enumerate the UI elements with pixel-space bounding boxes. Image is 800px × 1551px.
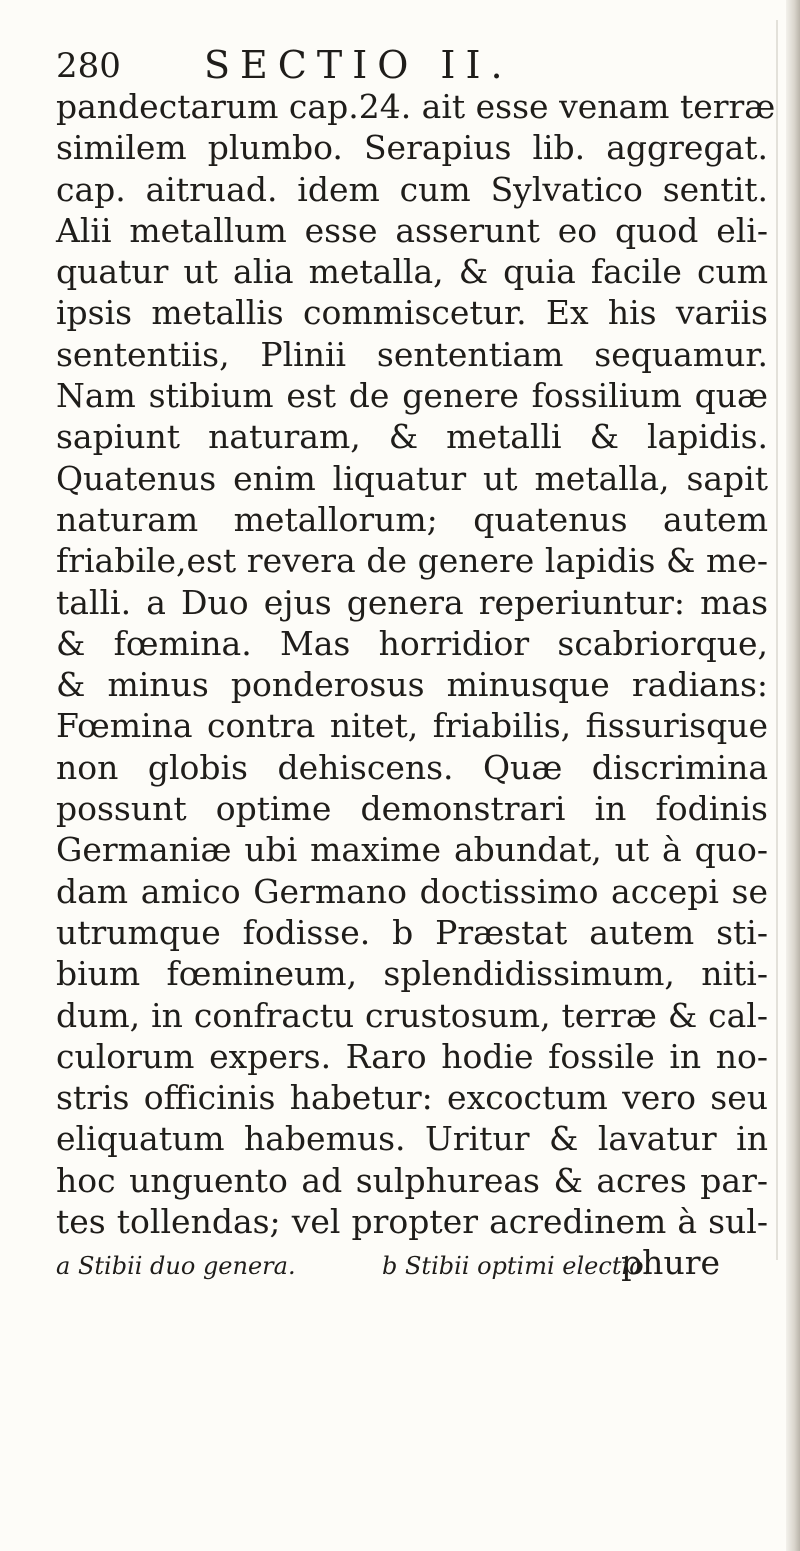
text-line: dam amico Germano doctissimo accepi se [56, 871, 768, 911]
text-line: Alii metallum esse asserunt eo quod eli- [56, 210, 768, 250]
page-header [56, 42, 746, 92]
page-edge [786, 0, 800, 1551]
text-line: cap. aitruad. idem cum Sylvatico sentit. [56, 169, 768, 209]
text-line: Nam stibium est de genere fossilium quæ [56, 376, 768, 416]
text-line: talli. a Duo ejus genera reperiuntur: mas [56, 582, 768, 622]
text-line: utrumque fodisse. b Præstat autem sti- [56, 912, 768, 952]
running-head: SECTIO II. [204, 43, 513, 87]
text-line: friabile,est revera de genere lapidis & me- [56, 541, 768, 581]
catchword: phure [621, 1243, 720, 1283]
text-line: dum, in confractu crustosum, terræ & cal- [56, 995, 768, 1035]
text-line: Fœmina contra nitet, friabilis, fissurisque [56, 706, 768, 746]
text-line: culorum expers. Raro hodie fossile in no- [56, 1036, 768, 1076]
body-text [56, 86, 776, 1284]
text-line: possunt optime demonstrari in fodinis [56, 789, 768, 829]
footnote-b: b Stibii optimi electio. [382, 1252, 651, 1280]
text-line: stris officinis habetur: excoctum vero seu [56, 1078, 768, 1118]
text-line: quatur ut alia metalla, & quia facile cum [56, 252, 768, 292]
text-line: pandectarum cap.24. ait esse venam terræ [56, 87, 776, 126]
text-line: sententiis, Plinii sententiam sequamur. [56, 334, 768, 374]
text-line: Quatenus enim liquatur ut metalla, sapit [56, 458, 768, 498]
text-line: similem plumbo. Serapius lib. aggregat. [56, 128, 768, 168]
text-line: sapiunt naturam, & metalli & lapidis. [56, 417, 768, 457]
text-line: eliquatum habemus. Uritur & lavatur in [56, 1119, 768, 1159]
text-line: bium fœmineum, splendidissimum, niti- [56, 954, 768, 994]
text-line: non globis dehiscens. Quæ discrimina [56, 747, 768, 787]
text-line: Germaniæ ubi maxime abundat, ut à quo- [56, 830, 768, 870]
text-line: & fœmina. Mas horridior scabriorque, [56, 623, 768, 663]
text-line: naturam metallorum; quatenus autem [56, 499, 768, 539]
footnote-a: a Stibii duo genera. [56, 1252, 296, 1280]
text-line: tes tollendas; vel propter acredinem à sul- [56, 1202, 768, 1242]
text-line: ipsis metallis commiscetur. Ex his variis [56, 293, 768, 333]
page-edge-shadow [776, 20, 778, 1260]
margin-notes [56, 1249, 746, 1283]
page-number: 280 [56, 46, 121, 86]
text-line: hoc unguento ad sulphureas & acres par- [56, 1160, 768, 1200]
text-line: & minus ponderosus minusque radians: [56, 665, 768, 705]
